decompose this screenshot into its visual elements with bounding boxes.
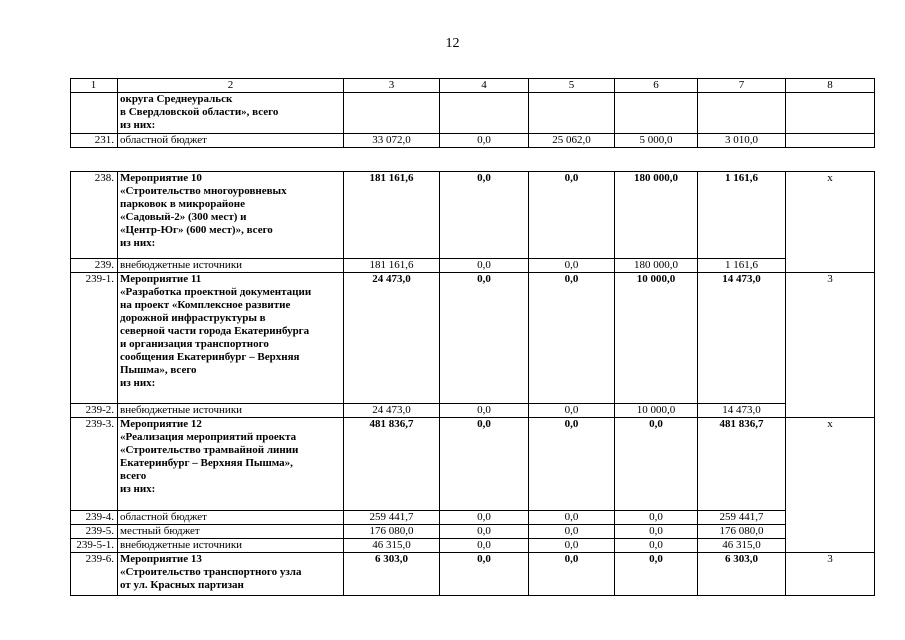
value-c4: 0,0 [440, 511, 529, 525]
value-c8: 3 [786, 553, 875, 596]
table-row [71, 93, 875, 134]
row-number: 239-4. [71, 511, 118, 525]
table-row [71, 404, 875, 418]
value-c6: 180 000,0 [615, 259, 698, 273]
value-c5: 0,0 [529, 553, 615, 596]
row-name: Мероприятие 12 «Реализация мероприятий проекта «Строительство трамвайной линии Екатеринбург – Верхняя Пышма», всего из них: [118, 418, 344, 511]
value-c7: 259 441,7 [698, 511, 786, 525]
value-c7: 14 473,0 [698, 273, 786, 404]
value-c7: 46 315,0 [698, 539, 786, 553]
row-name: внебюджетные источники [118, 259, 344, 273]
page-number: 12 [445, 36, 460, 51]
value-c6: 0,0 [615, 511, 698, 525]
value-c5: 0,0 [529, 511, 615, 525]
table-row [71, 418, 875, 511]
value-c6: 0,0 [615, 525, 698, 539]
value-c7: 3 010,0 [698, 134, 786, 148]
row-number: 239-5. [71, 525, 118, 539]
value-c3: 24 473,0 [344, 273, 440, 404]
column-number: 1 [71, 79, 118, 93]
value-c3: 259 441,7 [344, 511, 440, 525]
value-c5: 0,0 [529, 525, 615, 539]
value-c5 [529, 93, 615, 134]
value-c8: х [786, 172, 875, 273]
value-c7: 176 080,0 [698, 525, 786, 539]
table-row [71, 134, 875, 148]
value-c8: 3 [786, 273, 875, 418]
table-row [71, 172, 875, 259]
row-name: областной бюджет [118, 511, 344, 525]
value-c7: 14 473,0 [698, 404, 786, 418]
row-name: Мероприятие 10 «Строительство многоуровневых парковок в микрорайоне «Садовый-2» (300 мест) и «Центр-Юг» (600 мест)», всего из них: [118, 172, 344, 259]
budget-table-main [70, 171, 875, 596]
value-c7: 6 303,0 [698, 553, 786, 596]
column-number: 3 [344, 79, 440, 93]
row-name: областной бюджет [118, 134, 344, 148]
value-c5: 0,0 [529, 259, 615, 273]
column-number: 5 [529, 79, 615, 93]
table-row [71, 511, 875, 525]
column-number: 4 [440, 79, 529, 93]
value-c6: 5 000,0 [615, 134, 698, 148]
row-name: внебюджетные источники [118, 404, 344, 418]
value-c3: 481 836,7 [344, 418, 440, 511]
value-c8: х [786, 418, 875, 553]
value-c3: 6 303,0 [344, 553, 440, 596]
row-name: Мероприятие 11 «Разработка проектной документации на проект «Комплексное развитие дорожной инфраструктуры в северной части города Екатеринбурга и организация транспортного сообщения Екатеринбург – Верхняя Пышма», всего из них: [118, 273, 344, 404]
value-c4: 0,0 [440, 273, 529, 404]
value-c3: 33 072,0 [344, 134, 440, 148]
table-row [71, 525, 875, 539]
row-number: 239-6. [71, 553, 118, 596]
value-c7: 481 836,7 [698, 418, 786, 511]
value-c4: 0,0 [440, 259, 529, 273]
value-c3: 46 315,0 [344, 539, 440, 553]
table-row [71, 539, 875, 553]
row-name: внебюджетные источники [118, 539, 344, 553]
value-c4: 0,0 [440, 418, 529, 511]
value-c4: 0,0 [440, 404, 529, 418]
value-c4: 0,0 [440, 539, 529, 553]
value-c6: 10 000,0 [615, 273, 698, 404]
row-name: Мероприятие 13 «Строительство транспортного узла от ул. Красных партизан [118, 553, 344, 596]
value-c3: 181 161,6 [344, 172, 440, 259]
column-number-row [71, 79, 875, 93]
row-number: 239-3. [71, 418, 118, 511]
value-c5: 25 062,0 [529, 134, 615, 148]
value-c6: 0,0 [615, 539, 698, 553]
value-c7: 1 161,6 [698, 259, 786, 273]
row-number: 239-2. [71, 404, 118, 418]
value-c8 [786, 93, 875, 134]
value-c4: 0,0 [440, 172, 529, 259]
value-c7: 1 161,6 [698, 172, 786, 259]
value-c4: 0,0 [440, 525, 529, 539]
value-c3: 176 080,0 [344, 525, 440, 539]
value-c8 [786, 134, 875, 148]
value-c5: 0,0 [529, 418, 615, 511]
table-row [71, 259, 875, 273]
column-number: 2 [118, 79, 344, 93]
value-c4: 0,0 [440, 134, 529, 148]
row-name: округа Среднеуральск в Свердловской области», всего из них: [118, 93, 344, 134]
value-c6: 180 000,0 [615, 172, 698, 259]
value-c3 [344, 93, 440, 134]
value-c5: 0,0 [529, 539, 615, 553]
value-c6 [615, 93, 698, 134]
value-c5: 0,0 [529, 273, 615, 404]
value-c3: 181 161,6 [344, 259, 440, 273]
budget-table-top [70, 78, 875, 148]
value-c4 [440, 93, 529, 134]
value-c3: 24 473,0 [344, 404, 440, 418]
row-number: 239-5-1. [71, 539, 118, 553]
row-number: 238. [71, 172, 118, 259]
table-row [71, 273, 875, 404]
row-number [71, 93, 118, 134]
value-c5: 0,0 [529, 404, 615, 418]
column-number: 8 [786, 79, 875, 93]
row-number: 239-1. [71, 273, 118, 404]
value-c6: 0,0 [615, 418, 698, 511]
column-number: 7 [698, 79, 786, 93]
value-c6: 10 000,0 [615, 404, 698, 418]
column-number: 6 [615, 79, 698, 93]
table-row [71, 553, 875, 596]
row-number: 231. [71, 134, 118, 148]
row-number: 239. [71, 259, 118, 273]
value-c4: 0,0 [440, 553, 529, 596]
row-name: местный бюджет [118, 525, 344, 539]
value-c5: 0,0 [529, 172, 615, 259]
value-c6: 0,0 [615, 553, 698, 596]
value-c7 [698, 93, 786, 134]
